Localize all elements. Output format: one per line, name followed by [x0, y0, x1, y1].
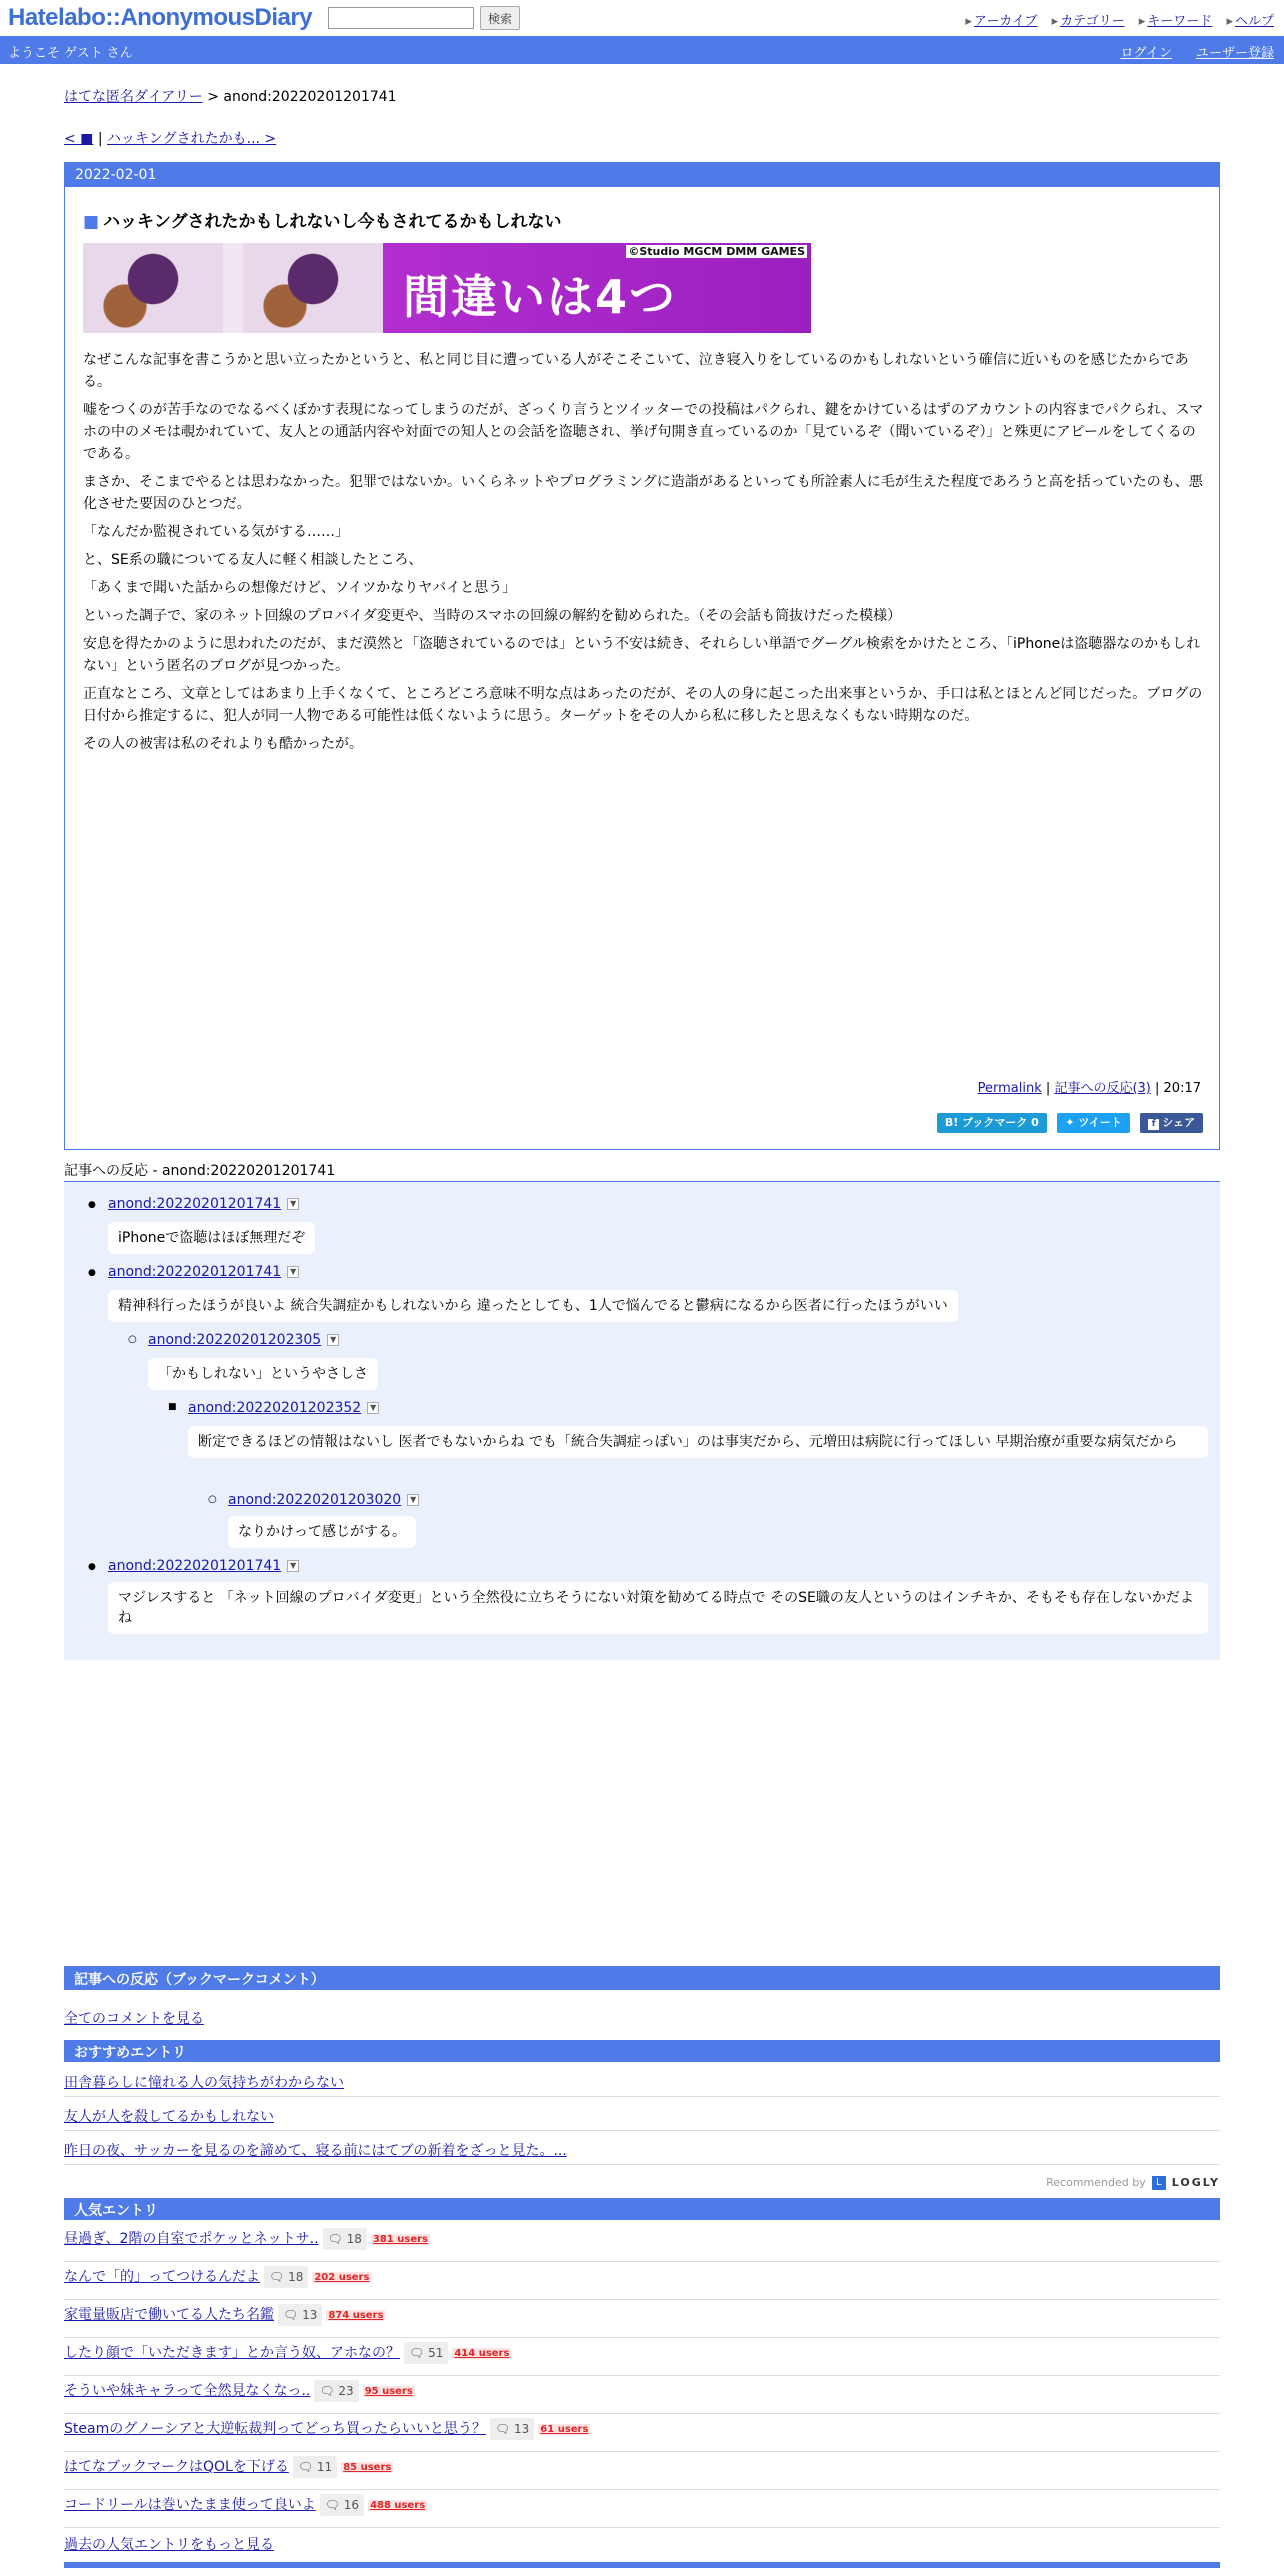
- entry-paragraph: なぜこんな記事を書こうかと思い立ったかというと、私と同じ目に遭っている人がそこそこいて、泣き寝入りをしているのかもしれないという確信に近いものを感じたからである。: [83, 352, 1189, 390]
- comment-bubble-icon: 🗨: [324, 2498, 340, 2512]
- users-badge[interactable]: 874 users: [328, 2309, 384, 2321]
- response-comment: 「かもしれない」というやさしさ: [148, 1358, 378, 1390]
- entry-paragraph: といった調子で、家のネット回線のプロバイダ変更や、当時のスマホの回線の解約を勧められた。（その会話も筒抜けだった模様）: [83, 608, 902, 624]
- comment-count: 51: [428, 2346, 444, 2360]
- response-link[interactable]: anond:20220201201741: [108, 1558, 282, 1574]
- list-bullet: ●: [88, 1268, 96, 1278]
- entry-title-text: ハッキングされたかもしれないし今もされてるかもしれない: [103, 212, 562, 232]
- more-popular-link[interactable]: 過去の人気エントリをもっと見る: [64, 2537, 274, 2553]
- users-badge[interactable]: 61 users: [540, 2423, 589, 2435]
- comment-count-badge[interactable]: [278, 2304, 322, 2326]
- entry-paragraph: まさか、そこまでやるとは思わなかった。犯罪ではないか。いくらネットやプログラミングに造詣があるといっても所詮素人に毛が生えた程度であろうと高を括っていたのも、悪化させた要因のひとつだ。: [83, 474, 1203, 512]
- share-buttons: [931, 1113, 1203, 1133]
- list-item: [64, 2456, 1220, 2478]
- popular-entry-link[interactable]: 昼過ぎ、2階の自室でポケッとネットサ..: [64, 2231, 319, 2247]
- top-nav: [955, 10, 1274, 29]
- entry-footer: [978, 1077, 1201, 1096]
- facebook-icon: f: [1148, 1119, 1159, 1130]
- footer-separator: |: [1045, 1081, 1051, 1096]
- comment-bubble-icon: 🗨: [409, 2346, 425, 2360]
- recommended-entry-link[interactable]: 友人が人を殺してるかもしれない: [64, 2109, 274, 2125]
- comment-count-badge[interactable]: [293, 2456, 337, 2478]
- comment-bubble-icon: 🗨: [319, 2384, 335, 2398]
- popular-entry-link[interactable]: 家電量販店で働いてる人たち名鑑: [64, 2307, 274, 2323]
- response-comment: なりかけって感じがする。: [228, 1516, 416, 1548]
- comment-count-badge[interactable]: [404, 2342, 448, 2364]
- entry-time: 20:17: [1163, 1081, 1201, 1096]
- twitter-bird-icon: ✦: [1065, 1116, 1079, 1129]
- response-item: [228, 1492, 419, 1508]
- chevron-down-icon[interactable]: ▼: [287, 1560, 299, 1572]
- row-divider: [64, 2451, 1220, 2452]
- ad-credit: ©Studio MGCM DMM GAMES: [628, 245, 805, 258]
- ad-character-image: [243, 243, 383, 333]
- row-divider: [64, 2527, 1220, 2528]
- list-item: [64, 2494, 1220, 2516]
- comment-count: 11: [316, 2460, 333, 2474]
- comment-count: 13: [302, 2308, 318, 2322]
- logly-logo-icon: L: [1152, 2176, 1166, 2190]
- recommended-by[interactable]: [1046, 2176, 1220, 2190]
- next-entry-link[interactable]: ハッキングされたかも... >: [107, 131, 277, 147]
- row-divider: [64, 2096, 1220, 2097]
- list-item: [64, 2342, 1220, 2364]
- welcome-text: ようこそ ゲスト さん: [8, 46, 133, 61]
- breadcrumb-separator: >: [207, 89, 219, 105]
- row-divider: [64, 2489, 1220, 2490]
- bottom-bar: [64, 2562, 1220, 2568]
- list-item: [64, 2418, 1220, 2440]
- chevron-down-icon[interactable]: ▼: [367, 1402, 379, 1414]
- entry-date: 2022-02-01: [65, 163, 1219, 187]
- breadcrumb-current: anond:20220201201741: [223, 89, 397, 105]
- entry-box: [64, 162, 1220, 1150]
- response-item: [108, 1196, 299, 1212]
- response-comment: 精神科行ったほうが良いよ 統合失調症かもしれないから 違ったとしても、1人で悩んでると鬱病になるから医者に行ったほうがいい: [108, 1290, 958, 1322]
- popular-entry-link[interactable]: はてなブックマークはQOLを下げる: [64, 2459, 289, 2475]
- entry-paragraph: 「なんだか監視されている気がする……」: [83, 524, 349, 540]
- comment-count-badge[interactable]: [314, 2380, 358, 2402]
- users-badge[interactable]: 95 users: [364, 2385, 413, 2397]
- chevron-down-icon[interactable]: ▼: [287, 1266, 299, 1278]
- response-comment: 断定できるほどの情報はないし 医者でもないからね でも「統合失調症っぽい」のは事実だから、元増田は病院に行ってほしい 早期治療が重要な病気だから: [188, 1426, 1208, 1458]
- response-comment: マジレスすると 「ネット回線のプロバイダ変更」という全然役に立ちそうにない対策を勧めてる時点で そのSE職の友人というのはインチキか、そもそも存在しないかだよね: [108, 1582, 1208, 1634]
- logly-logo: LOGLY: [1171, 2176, 1220, 2189]
- popular-entry-link[interactable]: Steamのグノーシアと大逆転裁判ってどっち買ったらいいと思う？: [64, 2421, 486, 2437]
- nav-keyword-link[interactable]: ▸ キーワード: [1139, 14, 1213, 29]
- entry-paragraph: と、SE系の職についてる友人に軽く相談したところ、: [83, 552, 423, 568]
- ad-character-image: [83, 243, 223, 333]
- nav-category-link[interactable]: ▸ カテゴリー: [1052, 14, 1125, 29]
- popular-entry-link[interactable]: したり顔で「いただきます」とか言う奴、アホなの？: [64, 2345, 400, 2361]
- comment-bubble-icon: 🗨: [269, 2270, 285, 2284]
- hatena-bookmark-button[interactable]: B! ブックマーク 0: [937, 1113, 1047, 1133]
- entry-body: [83, 349, 1205, 761]
- recommended-by-label: Recommended by: [1046, 2176, 1146, 2189]
- comment-count-badge[interactable]: [323, 2228, 367, 2250]
- ad-main-text: 間違いは4つ: [403, 270, 678, 324]
- list-item: [64, 2266, 1220, 2288]
- ad-banner[interactable]: [83, 243, 811, 333]
- list-item: [64, 2140, 1220, 2160]
- prev-entry-link[interactable]: < ■: [64, 131, 94, 147]
- chevron-down-icon[interactable]: ▼: [407, 1494, 419, 1506]
- list-bullet: ●: [88, 1200, 96, 1210]
- nav-help-link[interactable]: ▸ ヘルプ: [1226, 14, 1274, 29]
- bookmark-comments-header: 記事への反応（ブックマークコメント）: [64, 1966, 1220, 1990]
- nav-archive-link[interactable]: ▸ アーカイブ: [965, 14, 1037, 29]
- row-divider: [64, 2164, 1220, 2165]
- permalink-link[interactable]: Permalink: [977, 1081, 1042, 1096]
- row-divider: [64, 2375, 1220, 2376]
- list-item: [64, 2072, 1220, 2092]
- entry-title-marker[interactable]: ■: [83, 212, 100, 232]
- popular-entry-link[interactable]: なんで「的」ってつけるんだよ: [64, 2269, 260, 2285]
- response-link[interactable]: anond:20220201202352: [188, 1400, 362, 1416]
- list-item: [64, 2304, 1220, 2326]
- list-item: [64, 2106, 1220, 2126]
- users-badge[interactable]: 488 users: [370, 2499, 426, 2511]
- users-badge[interactable]: 414 users: [454, 2347, 510, 2359]
- comment-count: 16: [343, 2498, 360, 2512]
- site-logo[interactable]: Hatelabo::AnonymousDiary: [8, 4, 313, 31]
- footer-separator: |: [1155, 1081, 1160, 1096]
- response-link[interactable]: anond:20220201201741: [108, 1264, 282, 1280]
- comment-count-badge[interactable]: [320, 2494, 364, 2516]
- response-item: [108, 1264, 299, 1280]
- response-item: [188, 1400, 379, 1416]
- search-button[interactable]: 検索: [480, 6, 520, 30]
- response-link[interactable]: anond:20220201201741: [108, 1196, 282, 1212]
- entry-nav: [64, 128, 276, 148]
- search-input[interactable]: [328, 7, 474, 29]
- list-bullet: ■: [168, 1402, 177, 1412]
- comment-count-badge[interactable]: [490, 2418, 534, 2440]
- entry-nav-separator: |: [97, 131, 103, 147]
- chevron-down-icon[interactable]: ▼: [287, 1198, 299, 1210]
- breadcrumb: [64, 86, 397, 106]
- comment-count: 23: [338, 2384, 354, 2398]
- more-popular-row: [64, 2534, 1220, 2554]
- chevron-down-icon[interactable]: ▼: [327, 1334, 339, 1346]
- response-item: [108, 1558, 299, 1574]
- response-item: [148, 1332, 339, 1348]
- list-bullet: ●: [88, 1562, 96, 1572]
- comment-bubble-icon: 🗨: [494, 2422, 511, 2436]
- popular-entry-link[interactable]: コードリールは巻いたまま使って良いよ: [64, 2497, 316, 2513]
- tweet-label: ツイート: [1078, 1116, 1122, 1129]
- entry-paragraph: その人の被害は私のそれよりも酷かったが。: [83, 736, 363, 752]
- row-divider: [64, 2413, 1220, 2414]
- reactions-link[interactable]: 記事への反応(3): [1054, 1081, 1151, 1096]
- users-badge[interactable]: 202 users: [314, 2271, 370, 2283]
- row-divider: [64, 2299, 1220, 2300]
- responses-tree: [64, 1182, 1220, 1660]
- response-link[interactable]: anond:20220201203020: [228, 1492, 402, 1508]
- entry-title: [83, 207, 562, 232]
- tweet-button[interactable]: [1057, 1113, 1130, 1133]
- comment-bubble-icon: 🗨: [283, 2308, 299, 2322]
- entry-paragraph: 嘘をつくのが苦手なのでなるべくぼかす表現になってしまうのだが、ざっくり言うとツイッターでの投稿はパクられ、鍵をかけているはずのアカウントの内容までパクられ、スマホの中のメモは覗かれていて、友人との通話内容や対面での知人との会話を盗聴され、挙げ句開き直っているのか「見ているぞ（聞いているぞ）」と殊更にアピールをしてくるのである。: [83, 402, 1204, 462]
- breadcrumb-home-link[interactable]: はてな匿名ダイアリー: [64, 89, 203, 105]
- entry-paragraph: 正直なところ、文章としてはあまり上手くなくて、ところどころ意味不明な点はあったのだが、その人の身に起こった出来事というか、手口は私とほとんど同じだった。ブログの日付から推定するに、犯人が同一人物である可能性は低くないように思う。ターゲットをその人から私に移したと思えなくもない時期なのだ。: [83, 686, 1203, 724]
- welcome-bar: [0, 36, 1284, 64]
- share-label: シェア: [1162, 1116, 1195, 1129]
- recommended-header: おすすめエントリ: [64, 2040, 1220, 2062]
- recommended-entry-link[interactable]: 昨日の夜、サッカーを見るのを諦めて、寝る前にはてブの新着をざっと見た。...: [64, 2143, 567, 2159]
- response-comment: iPhoneで盗聴はほぼ無理だぞ: [108, 1222, 315, 1254]
- list-bullet: ○: [208, 1494, 217, 1505]
- users-badge[interactable]: 381 users: [372, 2233, 428, 2245]
- popular-header: 人気エントリ: [64, 2198, 1220, 2220]
- all-comments-link[interactable]: 全てのコメントを見る: [64, 2011, 204, 2027]
- top-bar: [0, 0, 1284, 36]
- all-comments-row: [64, 2008, 1220, 2028]
- entry-paragraph: 「あくまで聞いた話からの想像だけど、ソイツかなりヤバイと思う」: [83, 580, 517, 596]
- list-bullet: ○: [128, 1334, 137, 1345]
- login-link[interactable]: ログイン: [1120, 46, 1172, 61]
- response-link[interactable]: anond:20220201202305: [148, 1332, 322, 1348]
- recommended-entry-link[interactable]: 田舎暮らしに憧れる人の気持ちがわからない: [64, 2075, 344, 2091]
- row-divider: [64, 2261, 1220, 2262]
- row-divider: [64, 2130, 1220, 2131]
- comment-count: 18: [288, 2270, 304, 2284]
- comment-count-badge[interactable]: [264, 2266, 308, 2288]
- popular-entry-link[interactable]: そういや妹キャラって全然見なくなっ..: [64, 2383, 311, 2399]
- entry-paragraph: 安息を得たかのように思われたのだが、まだ漠然と「盗聴されているのでは」という不安は続き、それらしい単語でグーグル検索をかけたところ、「iPhoneは盗聴器なのかもしれない」という匿名のブログが見つかった。: [83, 636, 1201, 674]
- row-divider: [64, 2337, 1220, 2338]
- list-item: [64, 2228, 1220, 2250]
- register-link[interactable]: ユーザー登録: [1195, 46, 1274, 61]
- comment-count: 18: [346, 2232, 362, 2246]
- account-links: [1100, 42, 1274, 61]
- comment-count: 13: [514, 2422, 530, 2436]
- comment-bubble-icon: 🗨: [297, 2460, 314, 2474]
- facebook-share-button[interactable]: [1140, 1113, 1203, 1133]
- responses-header: 記事への反応 - anond:20220201201741: [64, 1160, 1220, 1182]
- list-item: [64, 2380, 1220, 2402]
- comment-bubble-icon: 🗨: [327, 2232, 343, 2246]
- users-badge[interactable]: 85 users: [343, 2461, 392, 2473]
